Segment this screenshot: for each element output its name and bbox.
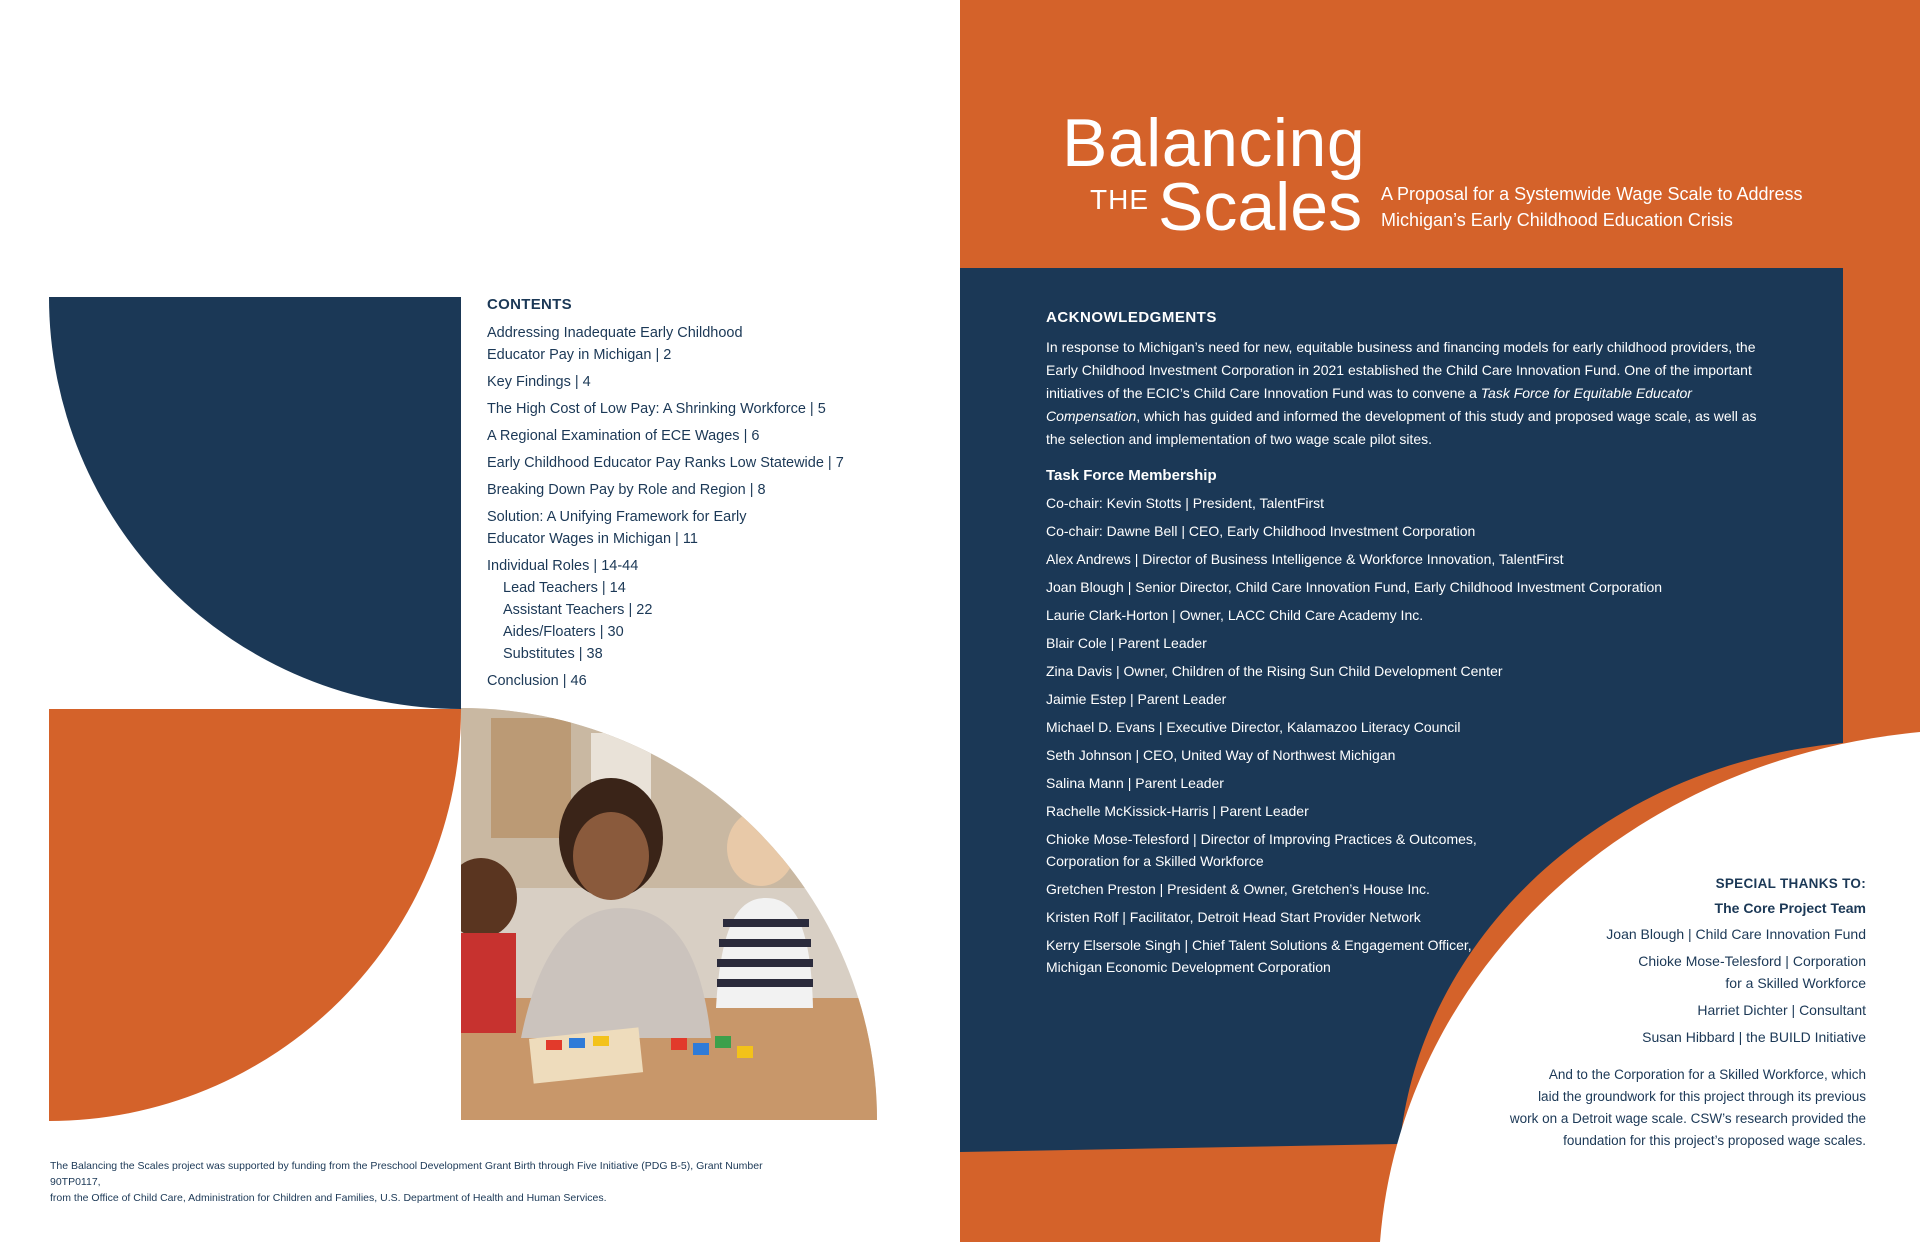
navy-quarter-circle [49, 297, 461, 709]
member-entry: Co-chair: Dawne Bell | CEO, Early Childhood Investment Corporation [1046, 523, 1476, 539]
toc-item[interactable]: A Regional Examination of ECE Wages | 6 [487, 428, 760, 444]
member-entry: Kristen Rolf | Facilitator, Detroit Head Start Provider Network [1046, 909, 1421, 925]
special-thanks-heading: SPECIAL THANKS TO: [1715, 876, 1866, 891]
member-entry: Salina Mann | Parent Leader [1046, 775, 1224, 791]
core-team-heading: The Core Project Team [1714, 900, 1866, 916]
member-entry: Blair Cole | Parent Leader [1046, 635, 1207, 651]
orange-quarter-circle [49, 709, 461, 1121]
member-entry: Gretchen Preston | President & Owner, Gretchen’s House Inc. [1046, 881, 1430, 897]
member-entry: Chioke Mose-Telesford | Director of Improving Practices & Outcomes, Corporation for a Skilled Workforce [1046, 831, 1477, 869]
toc-item[interactable]: The High Cost of Low Pay: A Shrinking Workforce | 5 [487, 401, 826, 417]
member-entry: Michael D. Evans | Executive Director, Kalamazoo Literacy Council [1046, 719, 1461, 735]
toc-subitem[interactable]: Aides/Floaters | 30 [503, 624, 624, 640]
toc-item[interactable]: Individual Roles | 14-44 [487, 558, 639, 574]
toc-item[interactable]: Early Childhood Educator Pay Ranks Low Statewide | 7 [487, 455, 844, 471]
title-the: THE [1090, 184, 1149, 215]
toc-subitem[interactable]: Assistant Teachers | 22 [503, 602, 653, 618]
thanks-entry: Joan Blough | Child Care Innovation Fund [1606, 926, 1866, 942]
acknowledgments-paragraph: In response to Michigan’s need for new, equitable business and financing models for early childhood providers, the Early Childhood Investment Corporation in 2021 established the Child Care Innovation Fund. One of the important initiatives of the ECIC’s Child Care Innovation Fund was to convene a Task Force for Equitable Educator Compensation, which has guided and informed the development of this study and proposed wage scale, as well as the selection and implementation of two wage scale pilot sites. [1046, 339, 1757, 447]
contents-heading: CONTENTS [487, 296, 572, 313]
title-balancing: Balancing [1062, 105, 1366, 181]
thanks-entry: Harriet Dichter | Consultant [1697, 1002, 1866, 1018]
toc-subitem[interactable]: Substitutes | 38 [503, 646, 603, 662]
thanks-entry: Susan Hibbard | the BUILD Initiative [1642, 1029, 1866, 1045]
title-scales: Scales [1158, 169, 1363, 245]
acknowledgments-heading: ACKNOWLEDGMENTS [1046, 309, 1217, 326]
member-entry: Joan Blough | Senior Director, Child Care Innovation Fund, Early Childhood Investment Corporation [1046, 579, 1663, 595]
table-of-contents [487, 296, 847, 697]
toc-subitem[interactable]: Lead Teachers | 14 [503, 580, 626, 596]
toc-item[interactable]: Breaking Down Pay by Role and Region | 8 [487, 482, 766, 498]
toc-item[interactable]: Addressing Inadequate Early Childhood Educator Pay in Michigan | 2 [487, 325, 743, 363]
member-entry: Rachelle McKissick-Harris | Parent Leader [1046, 803, 1309, 819]
member-entry: Jaimie Estep | Parent Leader [1046, 691, 1227, 707]
toc-item[interactable]: Solution: A Unifying Framework for Early Educator Wages in Michigan | 11 [487, 509, 747, 547]
classroom-photo [461, 708, 877, 1120]
member-entry: Kerry Elsersole Singh | Chief Talent Solutions & Engagement Officer, Michigan Economic Development Corporation [1046, 937, 1472, 975]
subtitle: A Proposal for a Systemwide Wage Scale to Address Michigan’s Early Childhood Education Crisis [1381, 184, 1803, 230]
member-entry: Alex Andrews | Director of Business Intelligence & Workforce Innovation, TalentFirst [1046, 551, 1564, 567]
toc-item[interactable]: Key Findings | 4 [487, 374, 591, 390]
funding-footnote: The Balancing the Scales project was supported by funding from the Preschool Development Grant Birth through Five Initiative (PDG B-5), Grant Number 90TP0117, from the Office of Child Care, Administration for Children and Families, U.S. Department of Health and Human Services. [50, 1160, 763, 1204]
member-entry: Seth Johnson | CEO, United Way of Northwest Michigan [1046, 747, 1396, 763]
special-thanks-section [1426, 876, 1866, 1152]
toc-item[interactable]: Conclusion | 46 [487, 673, 587, 689]
thanks-entry: Chioke Mose-Telesford | Corporation for a Skilled Workforce [1638, 953, 1866, 991]
member-entry: Zina Davis | Owner, Children of the Rising Sun Child Development Center [1046, 663, 1503, 679]
member-entry: Laurie Clark-Horton | Owner, LACC Child Care Academy Inc. [1046, 607, 1424, 623]
member-entry: Co-chair: Kevin Stotts | President, TalentFirst [1046, 495, 1325, 511]
closing-note: And to the Corporation for a Skilled Workforce, which laid the groundwork for this project through its previous work on a Detroit wage scale. CSW’s research provided the foundation for this project’s proposed wage scales. [1509, 1067, 1866, 1148]
task-force-heading: Task Force Membership [1046, 467, 1217, 484]
